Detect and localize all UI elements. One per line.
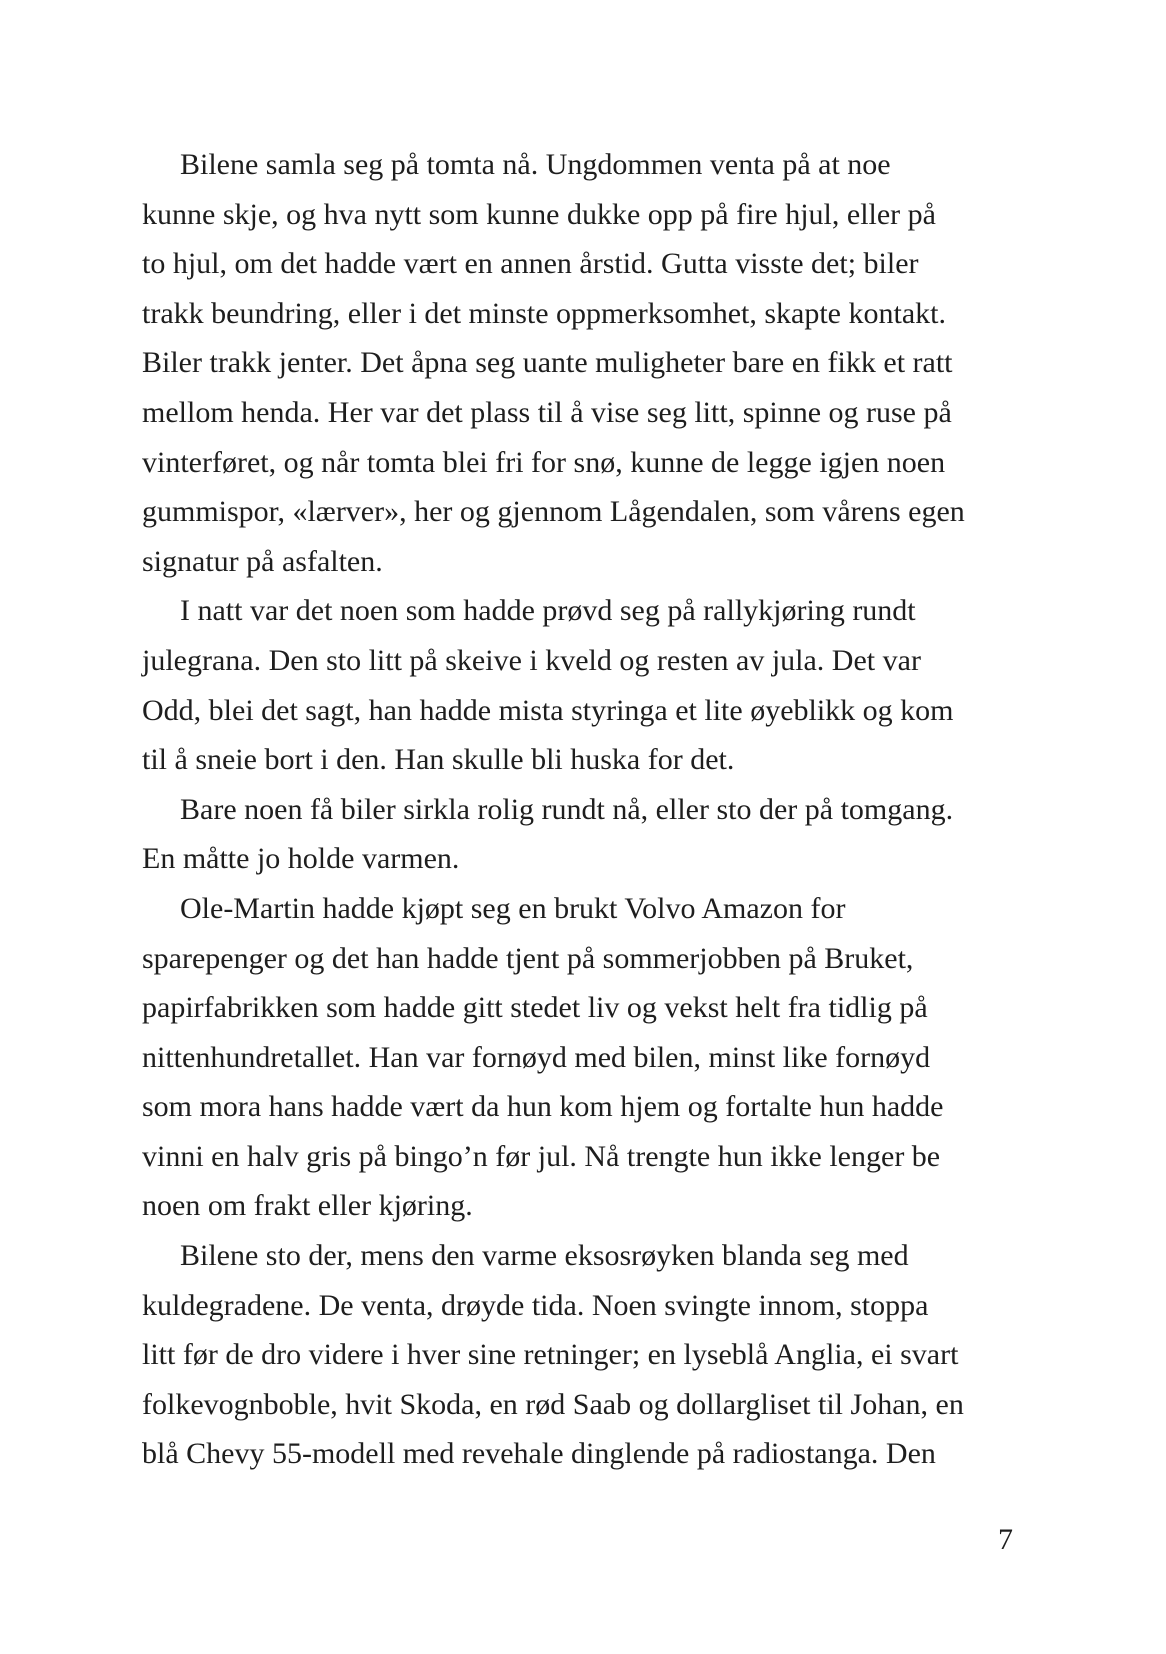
paragraph — [142, 1231, 1022, 1479]
text-line: Odd, blei det sagt, han hadde mista styringa et lite øyeblikk og kom — [142, 693, 954, 727]
text-line: Bilene samla seg på tomta nå. Ungdommen venta på at noe — [180, 148, 891, 181]
text-line: kunne skje, og hva nytt som kunne dukke opp på fire hjul, eller på — [142, 197, 936, 231]
text-line: papirfabrikken som hadde gitt stedet liv og vekst helt fra tidlig på — [142, 991, 928, 1025]
text-line: Ole-Martin hadde kjøpt seg en brukt Volvo Amazon for — [180, 891, 846, 925]
text-line: En måtte jo holde varmen. — [142, 842, 460, 876]
text-line: mellom henda. Her var det plass til å vise seg litt, spinne og ruse på — [142, 395, 952, 429]
text-line: signatur på asfalten. — [142, 544, 383, 578]
text-line: som mora hans hadde vært da hun kom hjem og fortalte hun hadde — [142, 1090, 944, 1124]
paragraph — [142, 884, 1022, 1231]
text-line: blå Chevy 55-modell med revehale dinglende på radiostanga. Den — [142, 1437, 936, 1471]
text-line: litt før de dro videre i hver sine retninger; en lyseblå Anglia, ei svart — [142, 1338, 959, 1372]
text-line: gummispor, «lærver», her og gjennom Lågendalen, som vårens egen — [142, 495, 965, 529]
text-line: nittenhundretallet. Han var fornøyd med bilen, minst like fornøyd — [142, 1040, 931, 1074]
text-line: kuldegradene. De venta, drøyde tida. Noen svingte innom, stoppa — [142, 1288, 929, 1322]
text-line: folkevognboble, hvit Skoda, en rød Saab og dollargliset til Johan, en — [142, 1387, 964, 1421]
paragraph — [142, 140, 1022, 586]
text-line: Biler trakk jenter. Det åpna seg uante muligheter bare en fikk et ratt — [142, 346, 953, 380]
text-line: Bare noen få biler sirkla rolig rundt nå, eller sto der på tomgang. — [180, 792, 954, 826]
text-line: Bilene sto der, mens den varme eksosrøyken blanda seg med — [180, 1239, 909, 1273]
paragraph — [142, 785, 1022, 884]
text-line: til å sneie bort i den. Han skulle bli huska for det. — [142, 743, 735, 777]
text-line: I natt var det noen som hadde prøvd seg på rallykjøring rundt — [180, 594, 916, 628]
text-line: vinni en halv gris på bingo’n før jul. Nå trengte hun ikke lenger be — [142, 1139, 941, 1173]
text-line: sparepenger og det han hadde tjent på sommerjobben på Bruket, — [142, 941, 914, 975]
text-line: noen om frakt eller kjøring. — [142, 1189, 473, 1223]
text-line: vinterføret, og når tomta blei fri for snø, kunne de legge igjen noen — [142, 445, 946, 479]
text-line: julegrana. Den sto litt på skeive i kveld og resten av jula. Det var — [142, 643, 921, 677]
text-line: trakk beundring, eller i det minste oppmerksomhet, skapte kontakt. — [142, 296, 946, 330]
paragraph — [142, 586, 1022, 784]
text-line: to hjul, om det hadde vært en annen årstid. Gutta visste det; biler — [142, 247, 919, 281]
body-text — [142, 140, 1022, 1479]
page-number: 7 — [998, 1523, 1013, 1556]
